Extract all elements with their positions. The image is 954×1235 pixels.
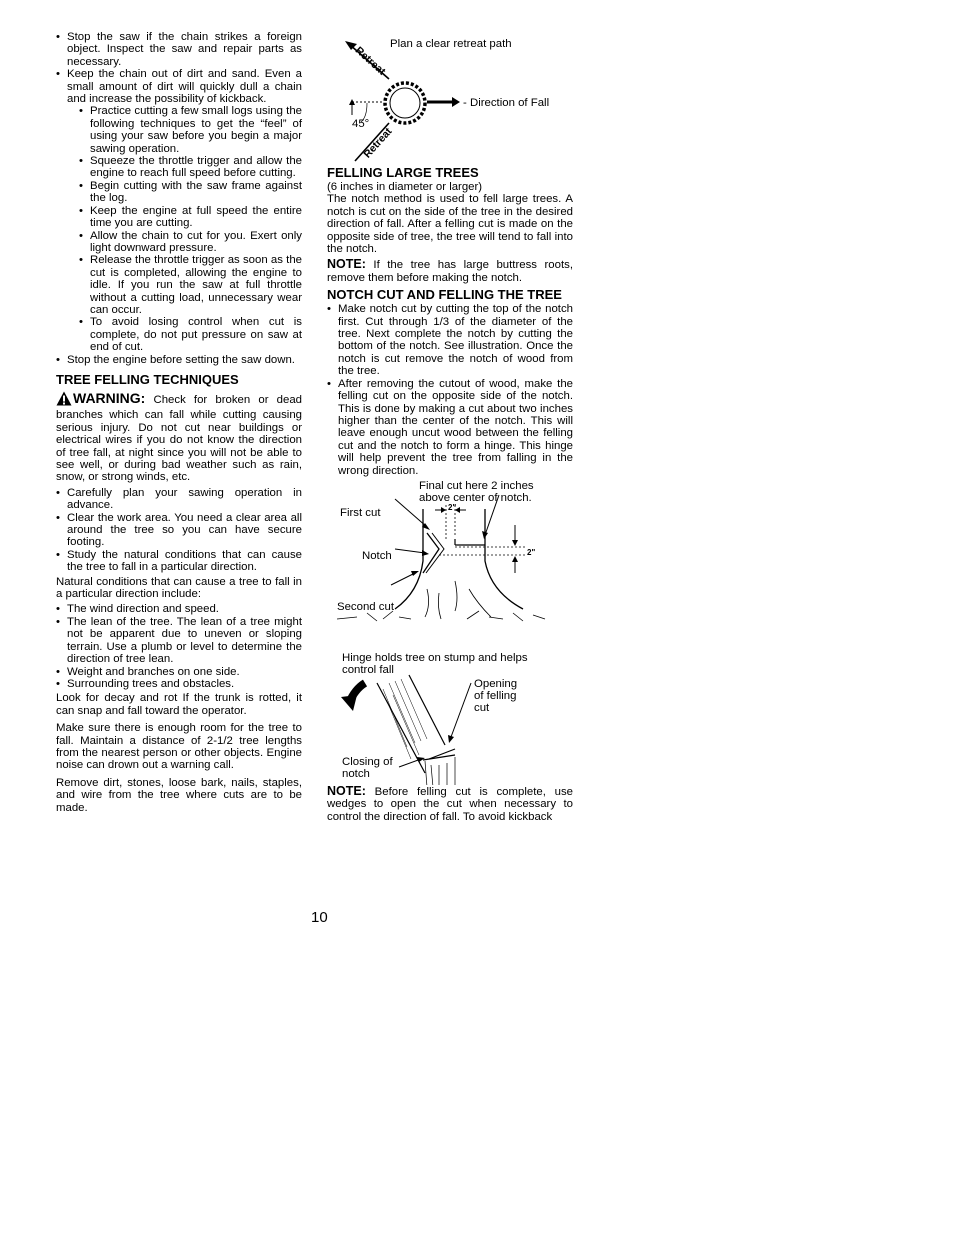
note-label: NOTE: [327, 257, 366, 272]
right-column [327, 31, 573, 826]
list-item: • Begin cutting with the saw frame against the log. [79, 180, 302, 205]
list-item: • Stop the engine before setting the saw down. [56, 354, 302, 366]
bullet-list-cutting-a [56, 31, 302, 105]
warning-paragraph [56, 391, 302, 484]
notch-cut-figure [327, 477, 573, 647]
plan-retreat-label: Plan a clear retreat path [390, 38, 512, 50]
note-roots-text: If the tree has large buttress roots, remove them before making the notch. [327, 259, 573, 284]
closing-label-1: Closing of [342, 755, 393, 768]
page-number: 10 [311, 909, 328, 926]
list-item: • Surrounding trees and obstacles. [56, 678, 302, 690]
hinge-caption-2: control fall [342, 663, 394, 676]
hinge-caption-1: Hinge holds tree on stump and helps [342, 651, 528, 664]
list-item: • Make notch cut by cutting the top of the notch first. Cut through 1/3 of the diameter of the tree. Next complete the notch by cutting the bottom of the notch. See illustration. Once the notch is cut remove the notch of wood from the tree. [327, 303, 573, 377]
angle-label: 45° [352, 118, 370, 130]
size-note: (6 inches in diameter or larger) [327, 181, 483, 193]
list-item: • Clear the work area. You need a clear area all around the tree so you can have secure footing. [56, 512, 302, 549]
bullet-list-cutting-b [56, 354, 302, 366]
second-cut-label: Second cut [337, 600, 394, 613]
dimension-side-label: 2" [527, 547, 536, 557]
list-item: • After removing the cutout of wood, make the felling cut on the opposite side of the notch. This is done by making a cut about two inches higher than the center of the notch. This will leave enough uncut wood between the felling cut and the notch to form a hinge. This hinge will help prevent the tree from falling in the wrong direction. [327, 378, 573, 477]
direction-of-fall-text: Direction of Fall [469, 97, 550, 109]
note-label: NOTE: [327, 783, 366, 798]
left-column [56, 31, 302, 817]
list-item: • Keep the chain out of dirt and sand. Even a small amount of dirt will quickly dull a chain and increase the possibility of kickback. [56, 68, 302, 105]
bullet-list-notch [327, 303, 573, 477]
notch-label: Notch [362, 549, 392, 562]
list-item: • The lean of the tree. The lean of a tree might not be apparent due to uneven or sloping terrain. Use a plumb or level to determine the direction of tree lean. [56, 616, 302, 666]
list-item: • Weight and branches on one side. [56, 666, 302, 678]
retreat-label-lower: Retreat [361, 125, 395, 161]
warning-text: Check for broken or dead branches which can fall while cutting causing serious injury. Do not cut near buildings or electrical wires if you do not know the direction of tree fall, at night since you will not be able to see well, or during bad weather such as rain, snow, or strong winds, etc. [56, 393, 302, 484]
retreat-label-upper: Retreat [352, 44, 388, 78]
retreat-path-figure [327, 31, 573, 166]
dimension-top-label: 2" [448, 502, 457, 512]
opening-label-2: of felling [474, 689, 517, 702]
hinge-figure [327, 647, 573, 785]
final-cut-label-2: above center of notch. [419, 491, 532, 504]
list-item: • Allow the chain to cut for you. Exert only light downward pressure. [79, 230, 302, 255]
heading-tree-felling: TREE FELLING TECHNIQUES [56, 371, 239, 387]
opening-label-1: Opening [474, 677, 518, 690]
paragraph-remove: Remove dirt, stones, loose bark, nails, staples, and wire from the tree where cuts are to be made. [56, 776, 302, 814]
paragraph-room: Make sure there is enough room for the tree to fall. Maintain a distance of 2-1/2 tree lengths from the nearest person or other objects. Engine noise can drown out a warning call. [56, 722, 302, 772]
list-item: • Keep the engine at full speed the entire time you are cutting. [79, 205, 302, 230]
list-item: • The wind direction and speed. [56, 603, 302, 615]
final-cut-label-1: Final cut here 2 inches [419, 479, 534, 492]
paragraph-decay: Look for decay and rot If the trunk is rotted, it can snap and fall toward the operator. [56, 692, 302, 717]
list-item: • Stop the saw if the chain strikes a foreign object. Inspect the saw and repair parts as necessary. [56, 31, 302, 68]
list-item: • Release the throttle trigger as soon as the cut is completed, allowing the engine to idle. If you run the saw at full throttle without a cutting load, unnecessary wear can occur. [79, 254, 302, 316]
first-cut-label: First cut [340, 506, 381, 519]
bullet-list-conditions [56, 603, 302, 690]
note-wedges-text: Before felling cut is complete, use wedges to open the cut when necessary to control the direction of fall. To avoid kickback [327, 785, 573, 823]
heading-notch-cut: NOTCH CUT AND FELLING THE TREE [327, 287, 562, 303]
direction-of-fall-label: - Direction of Fall [463, 97, 550, 109]
warning-triangle-icon [56, 391, 72, 409]
list-item: • Study the natural conditions that can cause the tree to fall in a particular direction. [56, 549, 302, 574]
list-item: • Carefully plan your sawing operation in advance. [56, 487, 302, 512]
paragraph-notch-method: The notch method is used to fell large trees. A notch is cut on the side of the tree in the desired direction of fall. After a felling cut is made on the opposite side of tree, the tree will tend to fall into the notch. [327, 193, 573, 256]
list-item: • Squeeze the throttle trigger and allow the engine to reach full speed before cutting. [79, 155, 302, 180]
list-item: • Practice cutting a few small logs using the following techniques to get the “feel” of using your saw before you begin a major sawing operation. [79, 105, 302, 155]
note-wedges [327, 785, 573, 823]
closing-label-2: notch [342, 767, 370, 780]
warning-label: WARNING: [73, 389, 146, 406]
heading-felling-large-trees: FELLING LARGE TREES [327, 165, 479, 180]
bullet-list-planning [56, 487, 302, 574]
natural-conditions-intro: Natural conditions that can cause a tree to fall in a particular direction include: [56, 575, 302, 601]
list-item: • To avoid losing control when cut is complete, do not put pressure on saw at end of cut. [79, 316, 302, 353]
sub-bullet-list [56, 105, 302, 353]
note-roots [327, 258, 573, 284]
opening-label-3: cut [474, 701, 490, 714]
